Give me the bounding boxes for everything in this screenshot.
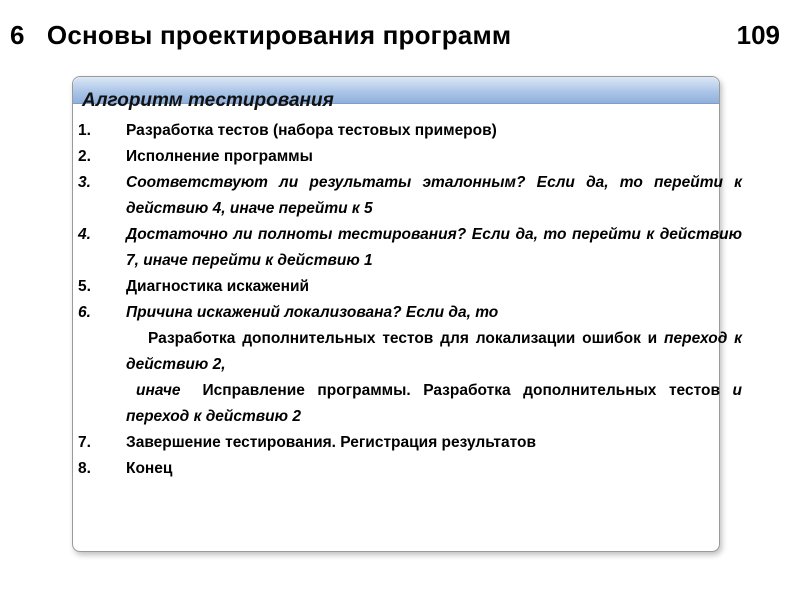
page-number: 109 [736, 20, 780, 50]
step-number: 6. [78, 304, 91, 321]
list-item [78, 144, 742, 170]
list-item [78, 118, 742, 144]
chapter-title: 6 Основы проектирования программ [10, 20, 512, 50]
step-text: Диагностика искажений [126, 278, 310, 295]
list-item [78, 300, 742, 326]
algorithm-steps-list [78, 118, 742, 482]
step-text: Причина искажений локализована? Если да, то [126, 304, 499, 321]
step-text: Достаточно ли полноты тестирования? Если да, то перейти к действию 7, иначе перейти к действию 1 [126, 226, 742, 269]
page-header [10, 20, 780, 60]
step-number: 2. [78, 148, 91, 165]
step-text: Соответствуют ли результаты эталонным? Если да, то перейти к действию 4, иначе перейти к 5 [126, 174, 742, 217]
step-text: Конец [126, 460, 173, 477]
step-number: 3. [78, 174, 91, 191]
branch-yes-action: Разработка дополнительных тестов для локализации ошибок и [148, 330, 658, 347]
step-number: 1. [78, 122, 91, 139]
list-item [78, 222, 742, 274]
step-text: Завершение тестирования. Регистрация результатов [126, 434, 536, 451]
list-item [78, 430, 742, 456]
branch-else-goto: и переход к действию 2 [126, 382, 742, 425]
step-number: 5. [78, 278, 91, 295]
list-item [78, 274, 742, 300]
step-text: Разработка тестов (набора тестовых примеров) [126, 122, 497, 139]
branch-else-action: Исправление программы. Разработка дополнительных тестов [202, 382, 720, 399]
branch-yes-goto: переход к действию 2, [126, 330, 742, 373]
step-6-branch-else [78, 378, 742, 430]
box-title: Алгоритм тестирования [82, 90, 334, 111]
step-number: 7. [78, 434, 91, 451]
list-item [78, 170, 742, 222]
list-item [78, 456, 742, 482]
step-6-branch-yes [78, 326, 742, 378]
step-text: Исполнение программы [126, 148, 313, 165]
branch-else-word: иначе [136, 382, 181, 399]
step-number: 4. [78, 226, 91, 243]
step-number: 8. [78, 460, 91, 477]
